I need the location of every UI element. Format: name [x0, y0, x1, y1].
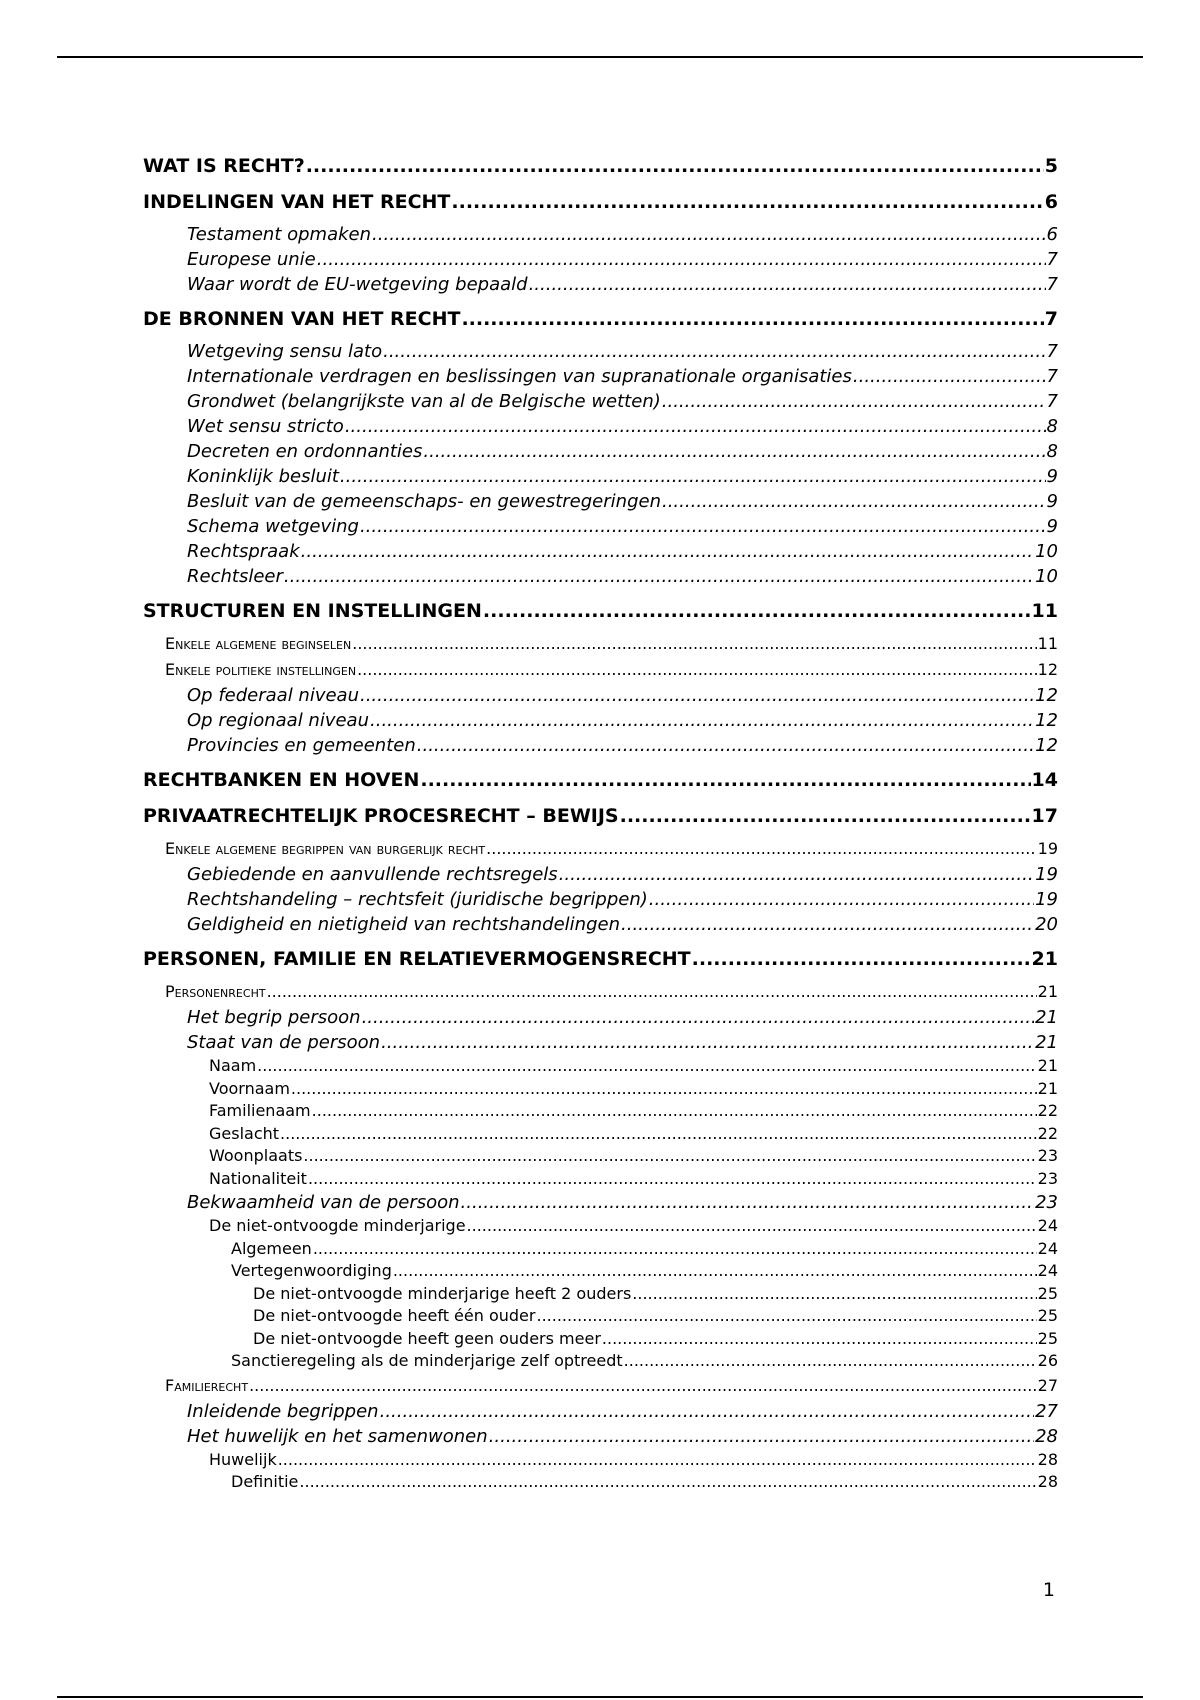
- toc-entry-page: 8: [1046, 416, 1058, 437]
- toc-entry[interactable]: [143, 1030, 1058, 1055]
- dot-leader: [372, 222, 1046, 247]
- dot-leader: [308, 1168, 1037, 1191]
- toc-entry[interactable]: [143, 439, 1058, 464]
- toc-entry-title: Geldigheid en nietigheid van rechtshandelingen: [187, 914, 621, 935]
- toc-entry[interactable]: [143, 339, 1058, 364]
- toc-entry-page: 24: [1037, 1238, 1058, 1258]
- toc-entry-title: Familierecht: [165, 1375, 249, 1395]
- dot-leader: [317, 247, 1046, 272]
- toc-entry[interactable]: [143, 733, 1058, 758]
- toc-entry-title: Algemeen: [231, 1238, 312, 1258]
- dot-leader: [423, 439, 1045, 464]
- dot-leader: [461, 1190, 1035, 1215]
- toc-entry[interactable]: [143, 564, 1058, 589]
- toc-entry[interactable]: [143, 1399, 1058, 1424]
- toc-entry-page: 21: [1031, 948, 1058, 970]
- dot-leader: [649, 887, 1034, 912]
- dot-leader: [621, 912, 1034, 937]
- toc-entry-page: 7: [1044, 308, 1058, 330]
- toc-entry-page: 8: [1046, 441, 1058, 462]
- toc-entry-page: 22: [1037, 1123, 1058, 1143]
- toc-entry-title: Sanctieregeling als de minderjarige zelf optreedt: [231, 1351, 623, 1370]
- toc-entry-title: Woonplaats: [209, 1146, 303, 1165]
- toc-entry-page: 7: [1046, 249, 1058, 270]
- toc-entry-title: De niet-ontvoogde heeft één ouder: [253, 1306, 536, 1325]
- toc-entry-title: Besluit van de gemeenschaps- en gewestregeringen: [187, 491, 661, 512]
- dot-leader: [360, 514, 1046, 539]
- toc-entry-page: 7: [1046, 274, 1058, 295]
- toc-entry[interactable]: [143, 1424, 1058, 1449]
- toc-entry-title: INDELINGEN VAN HET RECHT: [143, 191, 451, 213]
- toc-entry-title: Gebiedende en aanvullende rechtsregels: [187, 864, 558, 885]
- toc-entry-page: 21: [1035, 1007, 1058, 1028]
- toc-entry-page: 9: [1046, 466, 1058, 487]
- toc-entry-title: Inleidende begrippen: [187, 1400, 379, 1422]
- toc-entry-page: 23: [1037, 1168, 1058, 1188]
- toc-entry-title: Het begrip persoon: [187, 1007, 361, 1028]
- toc-entry-title: STRUCTUREN EN INSTELLINGEN: [143, 600, 482, 622]
- toc-entry[interactable]: [143, 1123, 1058, 1146]
- dot-leader: [662, 489, 1046, 514]
- toc-entry-title: WAT IS RECHT?: [143, 155, 305, 177]
- toc-entry-page: 21: [1035, 1032, 1058, 1053]
- toc-entry-page: 7: [1046, 341, 1058, 362]
- toc-entry-page: 26: [1037, 1351, 1058, 1370]
- dot-leader: [380, 1399, 1035, 1424]
- toc-entry-page: 28: [1037, 1449, 1058, 1469]
- footer-rule: [57, 1696, 1143, 1698]
- toc-entry[interactable]: [143, 1328, 1058, 1351]
- toc-entry-title: Enkele algemene begrippen van burgerlijk recht: [165, 839, 486, 858]
- dot-leader: [489, 1424, 1034, 1449]
- dot-leader: [291, 1078, 1037, 1101]
- toc-entry[interactable]: [143, 1145, 1058, 1168]
- toc-entry[interactable]: [143, 683, 1058, 708]
- dot-leader: [370, 708, 1034, 733]
- toc-entry-title: Wet sensu stricto: [187, 416, 344, 437]
- toc-entry[interactable]: [143, 1350, 1058, 1373]
- toc-entry[interactable]: [143, 247, 1058, 272]
- toc-entry-page: 25: [1037, 1328, 1058, 1348]
- toc-entry-title: Internationale verdragen en beslissingen van supranationale organisaties: [187, 366, 852, 387]
- toc-entry[interactable]: [143, 1283, 1058, 1306]
- toc-entry[interactable]: [143, 1055, 1058, 1078]
- header-rule: [57, 56, 1143, 58]
- toc-entry[interactable]: [143, 1238, 1058, 1261]
- toc-entry-title: De niet-ontvoogde heeft geen ouders meer: [253, 1328, 601, 1348]
- toc-entry-page: 27: [1035, 1400, 1058, 1422]
- toc-entry-page: 25: [1037, 1283, 1058, 1303]
- toc-entry-title: Waar wordt de EU-wetgeving bepaald: [187, 274, 528, 295]
- toc-entry-title: Rechtsleer: [187, 566, 283, 587]
- toc-entry-page: 11: [1037, 634, 1058, 653]
- toc-entry-title: Bekwaamheid van de persoon: [187, 1192, 460, 1213]
- toc-entry-page: 21: [1037, 982, 1058, 1001]
- toc-entry-title: Definitie: [231, 1472, 299, 1491]
- toc-entry-title: Familienaam: [209, 1101, 311, 1120]
- dot-leader: [467, 1215, 1037, 1238]
- toc-entry-title: Vertegenwoordiging: [231, 1261, 392, 1280]
- dot-leader: [383, 339, 1045, 364]
- toc-entry[interactable]: [143, 979, 1058, 1005]
- toc-entry[interactable]: [143, 1168, 1058, 1191]
- dot-leader: [692, 945, 1031, 973]
- toc-entry-title: Testament opmaken: [187, 224, 372, 245]
- toc-entry-title: Voornaam: [209, 1078, 290, 1098]
- toc-entry-page: 21: [1037, 1056, 1058, 1075]
- dot-leader: [529, 272, 1046, 297]
- toc-entry-title: Op regionaal niveau: [187, 710, 369, 731]
- toc-entry-title: Provincies en gemeenten: [187, 735, 416, 756]
- toc-entry-title: Wetgeving sensu lato: [187, 341, 383, 362]
- toc-entry-title: DE BRONNEN VAN HET RECHT: [143, 308, 461, 330]
- toc-entry-page: 9: [1046, 516, 1058, 537]
- toc-entry[interactable]: [143, 631, 1058, 657]
- toc-entry[interactable]: [143, 1305, 1058, 1328]
- toc-entry-title: Op federaal niveau: [187, 685, 359, 706]
- toc-entry-page: 12: [1037, 660, 1058, 679]
- toc-entry-page: 19: [1035, 889, 1058, 910]
- toc-entry-page: 27: [1037, 1375, 1058, 1395]
- toc-entry[interactable]: [143, 364, 1058, 389]
- toc-entry[interactable]: [143, 1215, 1058, 1238]
- toc-entry-title: Enkele algemene beginselen: [165, 634, 352, 653]
- dot-leader: [483, 597, 1031, 625]
- toc-entry-page: 19: [1037, 839, 1058, 858]
- toc-entry-title: Huwelijk: [209, 1449, 277, 1469]
- toc-entry-page: 12: [1035, 685, 1058, 706]
- toc-entry[interactable]: [143, 389, 1058, 414]
- toc-entry[interactable]: [143, 272, 1058, 297]
- toc-entry[interactable]: [143, 887, 1058, 912]
- toc-entry-page: 19: [1035, 864, 1058, 885]
- toc-entry[interactable]: [143, 862, 1058, 887]
- toc-entry-page: 10: [1035, 541, 1058, 562]
- dot-leader: [381, 1030, 1034, 1055]
- toc-entry-title: De niet-ontvoogde minderjarige heeft 2 ouders: [253, 1283, 632, 1303]
- dot-leader: [602, 1328, 1037, 1351]
- toc-entry-title: Koninklijk besluit: [187, 466, 339, 487]
- toc-entry-title: Rechtspraak: [187, 541, 300, 562]
- toc-entry-page: 20: [1035, 914, 1058, 935]
- toc-entry[interactable]: [143, 1005, 1058, 1030]
- dot-leader: [278, 1449, 1037, 1472]
- toc-entry-title: De niet-ontvoogde minderjarige: [209, 1216, 466, 1235]
- toc-entry[interactable]: [143, 1449, 1058, 1472]
- toc-entry[interactable]: [143, 414, 1058, 439]
- dot-leader: [461, 305, 1043, 333]
- toc-entry-title: Enkele politieke instellingen: [165, 660, 357, 679]
- toc-entry[interactable]: [143, 766, 1058, 794]
- dot-leader: [257, 1055, 1036, 1078]
- toc-entry-page: 12: [1035, 710, 1058, 731]
- toc-entry[interactable]: [143, 152, 1058, 180]
- dot-leader: [280, 1123, 1037, 1146]
- toc-entry[interactable]: [143, 945, 1058, 973]
- toc-entry-page: 6: [1044, 191, 1058, 213]
- toc-entry-title: Nationaliteit: [209, 1168, 307, 1188]
- toc-entry[interactable]: [143, 802, 1058, 830]
- toc-entry-title: Naam: [209, 1056, 257, 1075]
- toc-entry-page: 24: [1037, 1261, 1058, 1280]
- toc-entry-page: 22: [1037, 1101, 1058, 1120]
- toc-entry-title: PRIVAATRECHTELIJK PROCESRECHT – BEWIJS: [143, 805, 619, 827]
- toc-entry-title: Geslacht: [209, 1123, 280, 1143]
- toc-entry[interactable]: [143, 539, 1058, 564]
- dot-leader: [362, 1005, 1035, 1030]
- toc-entry-title: Schema wetgeving: [187, 516, 359, 537]
- dot-leader: [486, 836, 1037, 862]
- toc-entry[interactable]: [143, 1260, 1058, 1283]
- dot-leader: [352, 631, 1036, 657]
- dot-leader: [417, 733, 1034, 758]
- toc-entry-page: 17: [1031, 805, 1058, 827]
- toc-entry[interactable]: [143, 1471, 1058, 1494]
- toc-entry[interactable]: [143, 222, 1058, 247]
- dot-leader: [559, 862, 1034, 887]
- dot-leader: [249, 1373, 1037, 1399]
- toc-entry-page: 12: [1035, 735, 1058, 756]
- toc-entry[interactable]: [143, 514, 1058, 539]
- toc-entry-page: 7: [1046, 366, 1058, 387]
- page-number: 1: [1042, 1579, 1055, 1601]
- dot-leader: [420, 766, 1030, 794]
- dot-leader: [284, 564, 1034, 589]
- dot-leader: [360, 683, 1034, 708]
- toc-entry[interactable]: [143, 305, 1058, 333]
- toc-entry-page: 14: [1031, 769, 1058, 791]
- toc-entry-page: 11: [1031, 600, 1058, 622]
- dot-leader: [357, 657, 1037, 683]
- toc-entry-page: 28: [1037, 1472, 1058, 1491]
- toc-entry[interactable]: [143, 708, 1058, 733]
- toc-entry-page: 28: [1035, 1425, 1058, 1447]
- dot-leader: [451, 188, 1043, 216]
- dot-leader: [345, 414, 1046, 439]
- dot-leader: [306, 152, 1044, 180]
- dot-leader: [632, 1283, 1036, 1306]
- dot-leader: [303, 1145, 1036, 1168]
- toc-entry-page: 21: [1037, 1078, 1058, 1098]
- toc-entry-page: 7: [1046, 391, 1058, 412]
- toc-entry-page: 9: [1046, 491, 1058, 512]
- toc-entry[interactable]: [143, 1190, 1058, 1215]
- table-of-contents: [143, 152, 1058, 1494]
- toc-entry-page: 23: [1035, 1192, 1058, 1213]
- toc-entry[interactable]: [143, 597, 1058, 625]
- toc-entry[interactable]: [143, 1078, 1058, 1101]
- toc-entry[interactable]: [143, 1100, 1058, 1123]
- dot-leader: [620, 802, 1031, 830]
- toc-entry-page: 25: [1037, 1306, 1058, 1325]
- toc-entry-title: PERSONEN, FAMILIE EN RELATIEVERMOGENSRECHT: [143, 948, 691, 970]
- toc-entry-title: Europese unie: [187, 249, 316, 270]
- toc-entry[interactable]: [143, 657, 1058, 683]
- toc-entry[interactable]: [143, 836, 1058, 862]
- toc-entry-page: 10: [1035, 566, 1058, 587]
- toc-entry-title: Decreten en ordonnanties: [187, 441, 423, 462]
- dot-leader: [312, 1100, 1037, 1123]
- toc-entry[interactable]: [143, 188, 1058, 216]
- toc-entry-title: Staat van de persoon: [187, 1032, 381, 1053]
- toc-entry-title: Grondwet (belangrijkste van al de Belgische wetten): [187, 391, 661, 412]
- dot-leader: [662, 389, 1046, 414]
- toc-entry[interactable]: [143, 464, 1058, 489]
- toc-entry-title: Het huwelijk en het samenwonen: [187, 1425, 488, 1447]
- toc-entry[interactable]: [143, 489, 1058, 514]
- dot-leader: [299, 1471, 1036, 1494]
- toc-entry-page: 5: [1044, 155, 1058, 177]
- dot-leader: [267, 979, 1037, 1005]
- dot-leader: [393, 1260, 1037, 1283]
- toc-entry[interactable]: [143, 912, 1058, 937]
- dot-leader: [301, 539, 1034, 564]
- toc-entry-page: 24: [1037, 1216, 1058, 1235]
- toc-entry-page: 23: [1037, 1146, 1058, 1165]
- dot-leader: [624, 1350, 1037, 1373]
- toc-entry-title: Personenrecht: [165, 982, 266, 1001]
- toc-entry[interactable]: [143, 1373, 1058, 1399]
- dot-leader: [853, 364, 1046, 389]
- toc-entry-title: RECHTBANKEN EN HOVEN: [143, 769, 420, 791]
- dot-leader: [313, 1238, 1037, 1261]
- dot-leader: [536, 1305, 1036, 1328]
- toc-entry-page: 6: [1046, 224, 1058, 245]
- dot-leader: [340, 464, 1046, 489]
- toc-entry-title: Rechtshandeling – rechtsfeit (juridische begrippen): [187, 889, 648, 910]
